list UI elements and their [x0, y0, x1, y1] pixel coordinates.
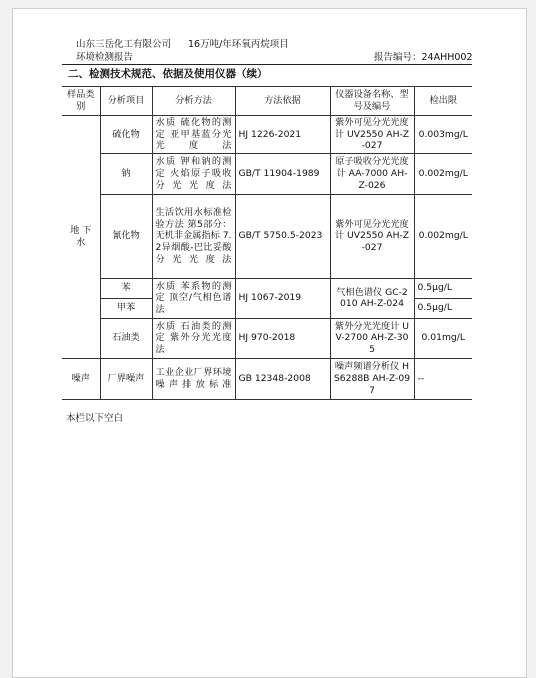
- header-instrument: 仪器设备名称、型号及编号: [330, 87, 414, 116]
- limit-cell: 0.002mg/L: [414, 194, 472, 278]
- method-cell: 水质 石油类的测定 紫外分光光度法: [152, 318, 235, 358]
- limit-cell: 0.01mg/L: [414, 318, 472, 358]
- instrument-cell: 紫外可见分光光度计 UV2550 AH-Z-027: [330, 116, 414, 154]
- table-row: [62, 358, 472, 399]
- method-cell: 工业企业厂界环境噪声排放标准: [152, 358, 235, 399]
- limit-cell: 0.002mg/L: [414, 153, 472, 194]
- item-cell: 硫化物: [100, 116, 152, 154]
- basis-cell: HJ 1226-2021: [235, 116, 330, 154]
- table-row: [62, 318, 472, 358]
- item-cell: 苯: [100, 278, 152, 298]
- report-type: 环境检测报告: [76, 52, 134, 63]
- report-number: [374, 52, 473, 64]
- instrument-cell: 紫外分光光度计 UV-2700 AH-Z-305: [330, 318, 414, 358]
- method-cell: 水质 硫化物的测定 亚甲基蓝分光光度法: [152, 116, 235, 154]
- item-cell: 石油类: [100, 318, 152, 358]
- instrument-cell: 原子吸收分光光度计 AA-7000 AH-Z-026: [330, 153, 414, 194]
- item-cell: 氰化物: [100, 194, 152, 278]
- footer-note: 本栏以下空白: [66, 413, 124, 424]
- limit-cell: 0.003mg/L: [414, 116, 472, 154]
- category-cell-noise: 噪声: [62, 358, 100, 399]
- report-number-value: 24AHH002: [421, 52, 473, 63]
- basis-cell: GB/T 11904-1989: [235, 153, 330, 194]
- project-name: 16万吨/年环氧丙烷项目: [188, 39, 289, 50]
- basis-cell: HJ 970-2018: [235, 318, 330, 358]
- header-method: 分析方法: [152, 87, 235, 116]
- basis-cell: GB/T 5750.5-2023: [235, 194, 330, 278]
- method-cell: 水质 苯系物的测定 顶空/气相色谱法: [152, 278, 235, 318]
- instrument-cell: 气相色谱仪 GC-2010 AH-Z-024: [330, 278, 414, 318]
- limit-cell: --: [414, 358, 472, 399]
- header-item: 分析项目: [100, 87, 152, 116]
- table-row: [62, 153, 472, 194]
- method-cell: 水质 钾和钠的测定 火焰原子吸收分光光度法: [152, 153, 235, 194]
- table-row: [62, 278, 472, 298]
- category-cell-groundwater: 地 下 水: [62, 116, 100, 359]
- table-row: [62, 116, 472, 154]
- limit-cell: 0.5μg/L: [414, 278, 472, 298]
- methods-table: [62, 86, 472, 400]
- header-category: 样品类别: [62, 87, 100, 116]
- header-divider: [62, 64, 472, 65]
- item-cell: 甲苯: [100, 298, 152, 318]
- instrument-cell: 紫外可见分光光度计 UV2550 AH-Z-027: [330, 194, 414, 278]
- basis-cell: GB 12348-2008: [235, 358, 330, 399]
- item-cell: 厂界噪声: [100, 358, 152, 399]
- company-name: 山东三岳化工有限公司: [76, 39, 172, 50]
- header-limit: 检出限: [414, 87, 472, 116]
- header-basis: 方法依据: [235, 87, 330, 116]
- basis-cell: HJ 1067-2019: [235, 278, 330, 318]
- method-cell: 生活饮用水标准检验方法 第5部分：无机非金属指标 7.2异烟酸-巴比妥酸分光光度法: [152, 194, 235, 278]
- limit-cell: 0.5μg/L: [414, 298, 472, 318]
- table-row: [62, 194, 472, 278]
- table-header-row: [62, 87, 472, 116]
- report-number-label: 报告编号：: [374, 52, 422, 63]
- instrument-cell: 噪声频谱分析仪 HS6288B AH-Z-097: [330, 358, 414, 399]
- item-cell: 钠: [100, 153, 152, 194]
- section-title: 二、检测技术规范、依据及使用仪器（续）: [68, 68, 268, 80]
